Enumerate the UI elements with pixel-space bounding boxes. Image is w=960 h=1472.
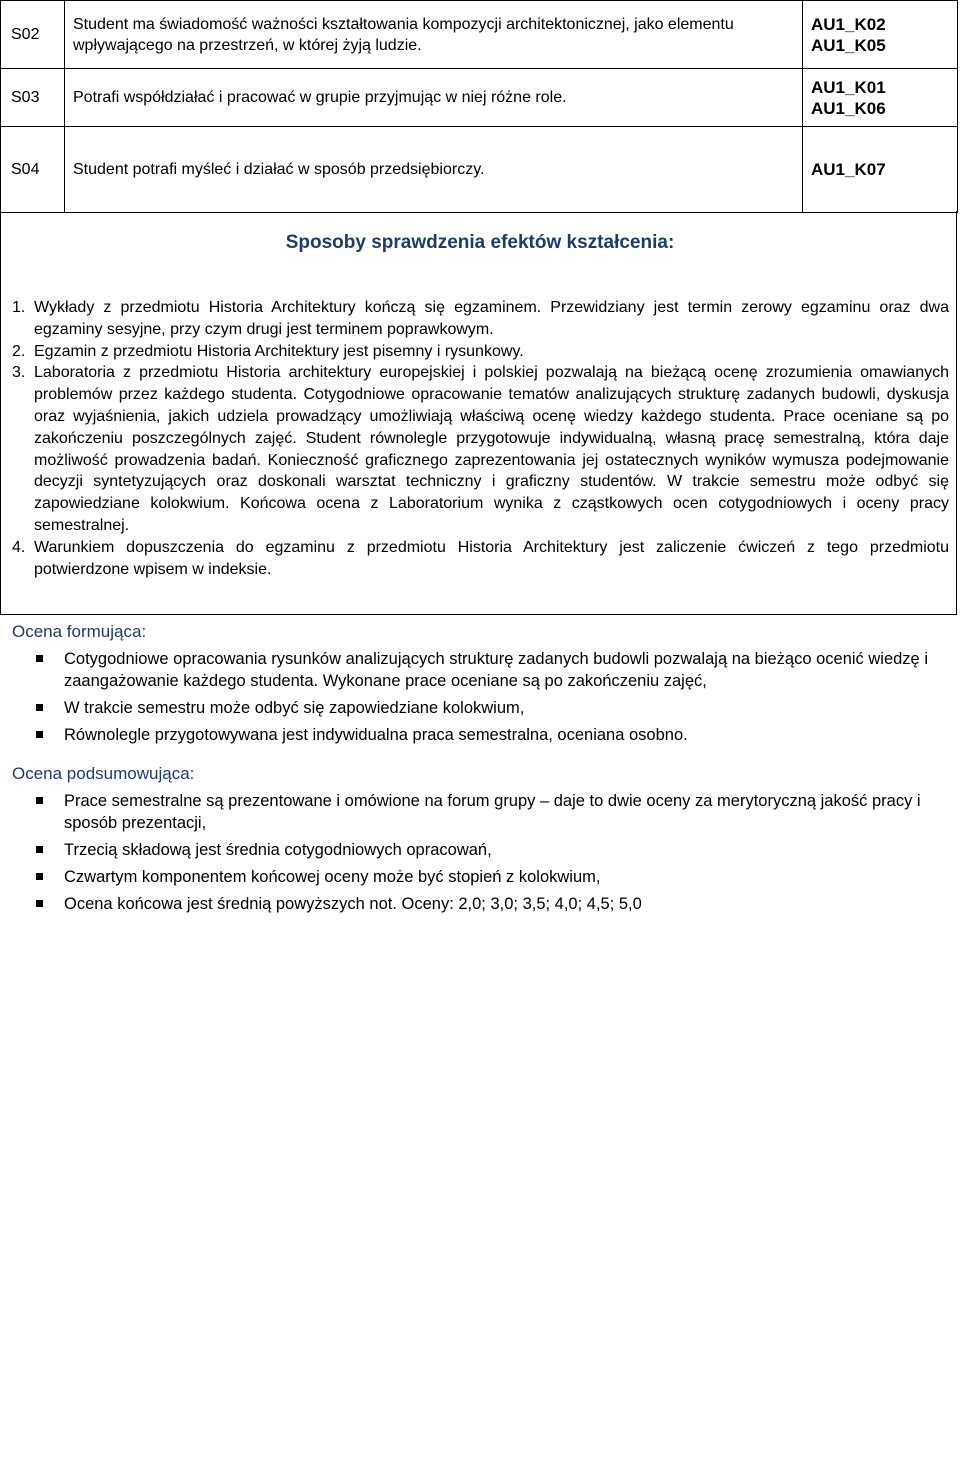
item-text: Czwartym komponentem końcowej oceny może być stopień z kolokwium,: [64, 868, 601, 886]
item-text: Wykłady z przedmiotu Historia Architektury kończą się egzaminem. Przewidziany jest termin zerowy egzaminu oraz dwa egzaminy sesyjne, przy czym drugi jest terminem poprawkowym.: [34, 299, 949, 338]
item-text: Trzecią składową jest średnia cotygodniowych opracowań,: [64, 841, 492, 859]
list-item: [36, 866, 942, 888]
outcome-description: Potrafi współdziałać i pracować w grupie przyjmując w niej różne role.: [65, 69, 803, 127]
table-row: [1, 69, 958, 127]
item-text: Równolegle przygotowywana jest indywidualna praca semestralna, oceniana osobno.: [64, 726, 688, 744]
outcome-description: Student potrafi myśleć i działać w sposób przedsiębiorczy.: [65, 127, 803, 213]
item-number: 4.: [12, 538, 26, 556]
list-item: [12, 362, 949, 536]
summative-list: [36, 790, 942, 920]
outcome-code: S02: [1, 1, 65, 69]
item-text: Prace semestralne są prezentowane i omówione na forum grupy – daje to dwie oceny za merytoryczną jakość pracy i sposób prezentacji,: [64, 792, 921, 832]
outcome-code: S04: [1, 127, 65, 213]
bullet-square-icon: [36, 846, 43, 853]
list-item: [12, 537, 949, 581]
table-row: [1, 127, 958, 213]
list-item: [36, 724, 942, 746]
list-item: [36, 790, 942, 834]
formative-heading: Ocena formująca:: [12, 622, 147, 641]
outcome-refs: [803, 69, 958, 127]
item-number: 2.: [12, 342, 26, 360]
summative-heading: Ocena podsumowująca:: [12, 764, 195, 783]
outcome-ref: AU1_K01: [811, 77, 886, 97]
list-item: [12, 341, 949, 363]
bullet-square-icon: [36, 731, 43, 738]
outcome-refs: [803, 1, 958, 69]
outcome-ref: AU1_K05: [811, 35, 886, 55]
assessment-heading: Sposoby sprawdzenia efektów kształcenia:: [285, 232, 675, 253]
bullet-square-icon: [36, 873, 43, 880]
formative-list: [36, 648, 942, 751]
outcome-ref: AU1_K02: [811, 14, 886, 34]
item-number: 3.: [12, 364, 26, 382]
list-item: [36, 839, 942, 861]
bullet-square-icon: [36, 900, 43, 907]
bullet-square-icon: [36, 655, 43, 662]
table-row: [1, 1, 958, 69]
bullet-square-icon: [36, 704, 43, 711]
outcome-description: Student ma świadomość ważności kształtowania kompozycji architektonicznej, jako elementu wpływającego na przestrzeń, w której żyją ludzie.: [65, 1, 803, 69]
outcome-ref: AU1_K07: [811, 160, 886, 179]
list-item: [36, 648, 942, 692]
list-item: [12, 297, 949, 341]
bullet-square-icon: [36, 797, 43, 804]
outcome-code: S03: [1, 69, 65, 127]
learning-outcomes-table: [0, 0, 958, 213]
item-number: 1.: [12, 299, 26, 316]
outcome-refs: [803, 127, 958, 213]
outcome-ref: AU1_K06: [811, 98, 886, 118]
item-text: W trakcie semestru może odbyć się zapowiedziane kolokwium,: [64, 699, 525, 717]
list-item: [36, 893, 942, 915]
assessment-list: [12, 297, 949, 580]
item-text: Warunkiem dopuszczenia do egzaminu z przedmiotu Historia Architektury jest zaliczenie ćwiczeń z tego przedmiotu potwierdzone wpisem w indeksie.: [34, 538, 949, 578]
item-text: Cotygodniowe opracowania rysunków analizujących strukturę zadanych budowli pozwalają na bieżąco ocenić wiedzę i zaangażowanie każdego studenta. Wykonane prace oceniane są po zakończeniu zajęć,: [64, 650, 928, 690]
item-text: Egzamin z przedmiotu Historia Architektury jest pisemny i rysunkowy.: [34, 342, 524, 360]
item-text: Laboratoria z przedmiotu Historia architektury europejskiej i polskiej pozwalają na bieżącą ocenę zrozumienia omawianych problemów przez każdego studenta. Cotygodniowe opracowanie tematów analizujących strukturę zadanych budowli, dyskusja oraz wyjaśnienia, jakich udziela prowadzący umożliwiają właściwą ocenę wiedzy każdego studenta. Prace oceniane są po zakończeniu poszczególnych zajęć. Student równolegle przygotowuje indywidualną, własną pracę semestralną, która daje możliwość prowadzenia badań. Konieczność graficznego zaprezentowania jej ostatecznych wyników wymusza podejmowanie decyzji syntetyzujących oraz doskonali warsztat techniczny i graficzny studentów. W trakcie semestru może odbyć się zapowiedziane kolokwium. Końcowa ocena z Laboratorium wynika z cząstkowych ocen cotygodniowych i oceny pracy semestralnej.: [34, 364, 949, 534]
item-text: Ocena końcowa jest średnią powyższych not. Oceny: 2,0; 3,0; 3,5; 4,0; 4,5; 5,0: [64, 895, 642, 913]
list-item: [36, 697, 942, 719]
